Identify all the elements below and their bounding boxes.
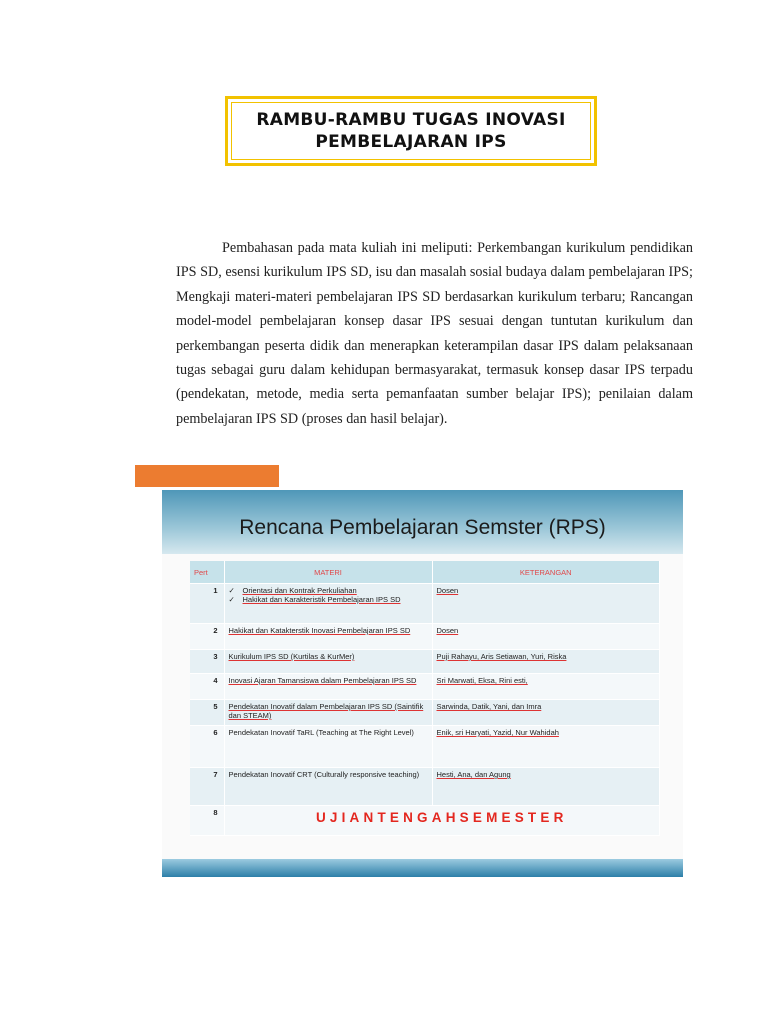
row-keterangan [432, 674, 660, 700]
checkmark-icon: ✓ [228, 595, 235, 604]
keterangan-text: Sarwinda, Datik, Yani, dan Imra [436, 702, 542, 711]
title-line-2: PEMBELAJARAN IPS [315, 132, 507, 152]
row-materi [224, 674, 432, 700]
checkmark-icon: ✓ [228, 586, 235, 595]
materi-text: Inovasi Ajaran Tamansiswa dalam Pembelajaran IPS SD [228, 676, 417, 685]
title-line-1: RAMBU-RAMBU TUGAS INOVASI [256, 110, 566, 130]
row-number: 3 [190, 650, 224, 674]
row-keterangan [432, 650, 660, 674]
row-number: 4 [190, 674, 224, 700]
row-materi [224, 726, 432, 768]
title-box [225, 96, 597, 166]
course-description: Pembahasan pada mata kuliah ini meliputi: Perkembangan kurikulum pendidikan IPS SD, esensi kurikulum IPS SD, isu dan masalah sosial budaya dalam pembelajaran IPS; Mengkaji materi-materi pembelajaran IPS SD berdasarkan kurikulum terbaru; Rancangan model-model pembelajaran konsep dasar IPS sesuai dengan tuntutan kurikulum dan perkembangan peserta didik dan menerapkan keterampilan dasar IPS dalam pelaksanaan tugas sebagai guru dalam kehidupan bermasyarakat, termasuk konsep dasar IPS terpadu (pendekatan, metode, media serta pemanfaatan sumber belajar IPS); penilaian dalam pembelajaran IPS SD (proses dan hasil belajar). [176, 240, 693, 427]
checklist-item [229, 586, 428, 595]
table-row [190, 584, 660, 624]
table-row-uts [190, 806, 660, 836]
table-row [190, 700, 660, 726]
title-frame [231, 102, 591, 160]
table-header-row [190, 561, 660, 584]
checklist-item [229, 595, 428, 604]
keterangan-text: Sri Marwati, Eksa, Rini esti, [436, 676, 528, 685]
row-number: 5 [190, 700, 224, 726]
table-row [190, 650, 660, 674]
keterangan-text: Dosen [436, 586, 459, 595]
table-row [190, 624, 660, 650]
rps-slide [162, 490, 683, 877]
materi-text: Pendekatan Inovatif TaRL (Teaching at The Right Level) [228, 728, 414, 737]
row-number: 6 [190, 726, 224, 768]
row-number: 2 [190, 624, 224, 650]
header-materi: MATERI [224, 561, 432, 584]
materi-text: Orientasi dan Kontrak Perkuliahan [242, 586, 357, 595]
slide-footer [162, 859, 683, 877]
orange-accent-bar [135, 465, 279, 487]
row-keterangan [432, 624, 660, 650]
row-number: 7 [190, 768, 224, 806]
row-keterangan [432, 584, 660, 624]
table-row [190, 726, 660, 768]
keterangan-text: Dosen [436, 626, 459, 635]
table-row [190, 674, 660, 700]
row-materi [224, 624, 432, 650]
row-keterangan [432, 700, 660, 726]
row-keterangan [432, 726, 660, 768]
keterangan-text: Puji Rahayu, Aris Setiawan, Yuri, Riska [436, 652, 567, 661]
materi-text: Hakikat dan Karakteristik Pembelajaran IPS SD [242, 595, 401, 604]
row-materi [224, 584, 432, 624]
row-materi [224, 650, 432, 674]
row-materi [224, 768, 432, 806]
materi-text: Pendekatan Inovatif CRT (Culturally responsive teaching) [228, 770, 420, 779]
header-keterangan: KETERANGAN [432, 561, 660, 584]
table-row [190, 768, 660, 806]
slide-title: Rencana Pembelajaran Semster (RPS) [239, 516, 606, 539]
materi-text: Pendekatan Inovatif dalam Pembelajaran IPS SD (Saintifik dan STEAM) [228, 702, 424, 720]
keterangan-text: Enik, sri Haryati, Yazid, Nur Wahidah [436, 728, 559, 737]
materi-text: Kurikulum IPS SD (Kurtilas & KurMer) [228, 652, 355, 661]
midterm-exam-label: UJIANTENGAHSEMESTER [224, 806, 660, 836]
rps-table [190, 561, 660, 836]
row-number: 1 [190, 584, 224, 624]
row-number: 8 [190, 806, 224, 836]
materi-text: Hakikat dan Katakterstik Inovasi Pembelajaran IPS SD [228, 626, 411, 635]
row-materi [224, 700, 432, 726]
header-pert: Pert [190, 561, 224, 584]
keterangan-text: Hesti, Ana, dan Agung [436, 770, 511, 779]
row-keterangan [432, 768, 660, 806]
